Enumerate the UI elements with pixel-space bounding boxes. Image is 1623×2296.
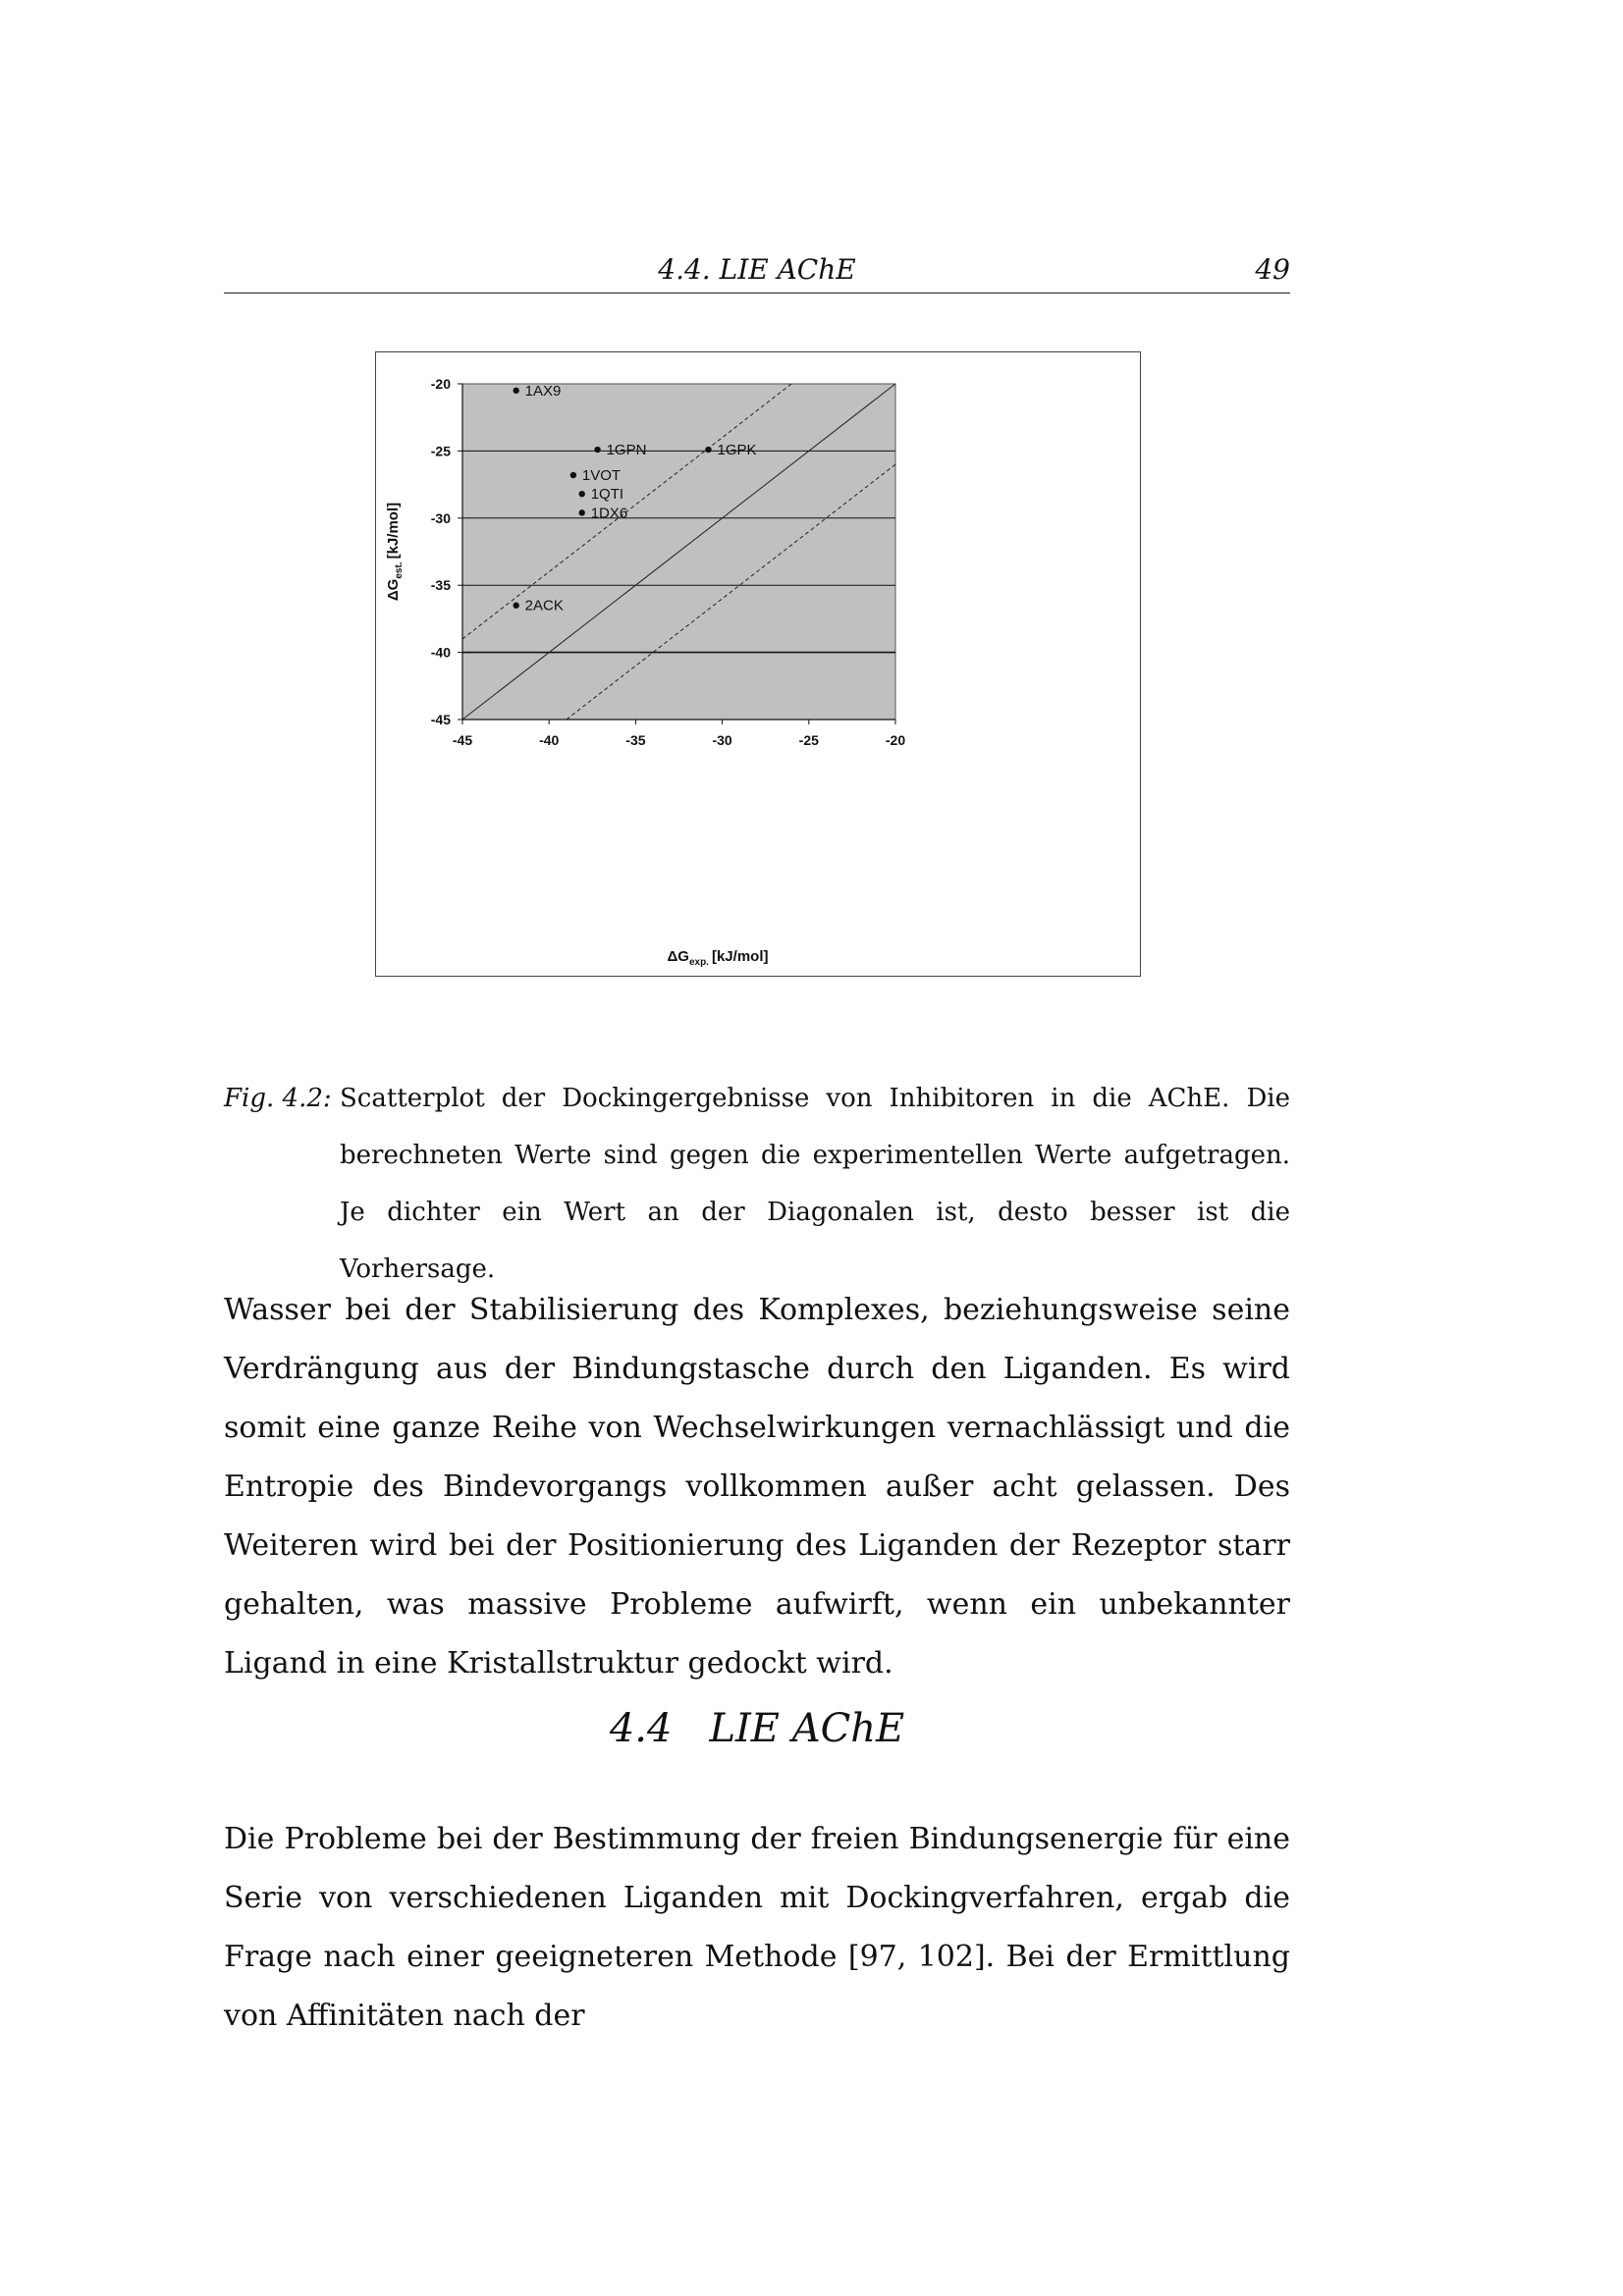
body-paragraph-2: Die Probleme bei der Bestimmung der freien Bindungsenergie für eine Serie von verschiedenen Liganden mit Dockingverfahren, ergab die Frage nach einer geeigneteren Methode [97, 102]. Bei der Ermittlung von Affinitäten nach der	[224, 1822, 1290, 2033]
y-tick-label: -45	[430, 712, 451, 727]
caption-text-wrapper	[340, 1070, 1290, 1298]
x-axis-title: $\Delta G_{exp.}$ [kJ/mol]	[667, 948, 769, 968]
data-point	[705, 447, 711, 453]
x-tick-label: -20	[885, 732, 906, 748]
x-tick-label: -35	[625, 732, 646, 748]
x-tick-label: -30	[712, 732, 732, 748]
point-label: 1GPN	[606, 442, 647, 459]
data-point	[513, 388, 518, 394]
y-tick-label: -20	[430, 376, 451, 392]
page-header	[224, 247, 1290, 294]
data-point	[579, 509, 585, 515]
section-number: 4.4	[609, 1706, 673, 1751]
y-tick-label: -35	[430, 577, 451, 594]
caption-text: Scatterplot der Dockingergebnisse von Inhibitoren in die AChE. Die berechneten Werte sind gegen die experimentellen Werte aufgetragen. Je dichter ein Wert an der Diagonalen ist, desto besser ist die Vorhersage.	[340, 1084, 1290, 1284]
y-axis	[431, 376, 462, 727]
data-point	[570, 472, 576, 478]
x-axis	[453, 720, 905, 748]
data-point	[594, 447, 600, 453]
point-label: 1AX9	[524, 382, 562, 400]
y-tick-label: -30	[430, 509, 451, 526]
y-tick-label: -25	[430, 443, 451, 459]
y-axis-title: $\Delta G_{est.}[kJ/mol]$	[385, 502, 405, 602]
x-tick-label: -25	[798, 732, 819, 748]
data-point	[579, 491, 585, 497]
x-tick-label: -40	[539, 732, 560, 748]
body-paragraph-1: Wasser bei der Stabilisierung des Komplexes, beziehungsweise seine Verdrängung aus der Bindungstasche durch den Liganden. Es wird somit eine ganze Reihe von Wechselwirkungen vernachlässigt und die Entropie des Bindevorgangs vollkommen außer acht gelassen. Des Weiteren wird bei der Positionierung des Liganden der Rezeptor starr gehalten, was massive Probleme aufwirft, wenn ein unbekannter Ligand in eine Kristallstruktur gedockt wird.	[224, 1293, 1290, 1681]
figure-scatterplot	[375, 351, 1141, 977]
page-number: 49	[1255, 253, 1290, 286]
section-heading	[224, 1706, 1290, 1751]
x-tick-label: -45	[452, 732, 473, 748]
point-label: 1DX6	[590, 505, 628, 522]
data-point	[513, 603, 518, 609]
section-title: LIE AChE	[709, 1706, 905, 1751]
caption-label: Fig. 4.2:	[224, 1084, 332, 1113]
y-tick-label: -40	[430, 644, 451, 661]
running-title: 4.4. LIE AChE	[658, 253, 856, 286]
point-label: 1GPK	[717, 442, 757, 459]
scatter-chart	[376, 352, 1139, 975]
point-label: 1VOT	[581, 467, 622, 485]
point-label: 2ACK	[524, 597, 564, 614]
point-label: 1QTI	[590, 486, 624, 504]
